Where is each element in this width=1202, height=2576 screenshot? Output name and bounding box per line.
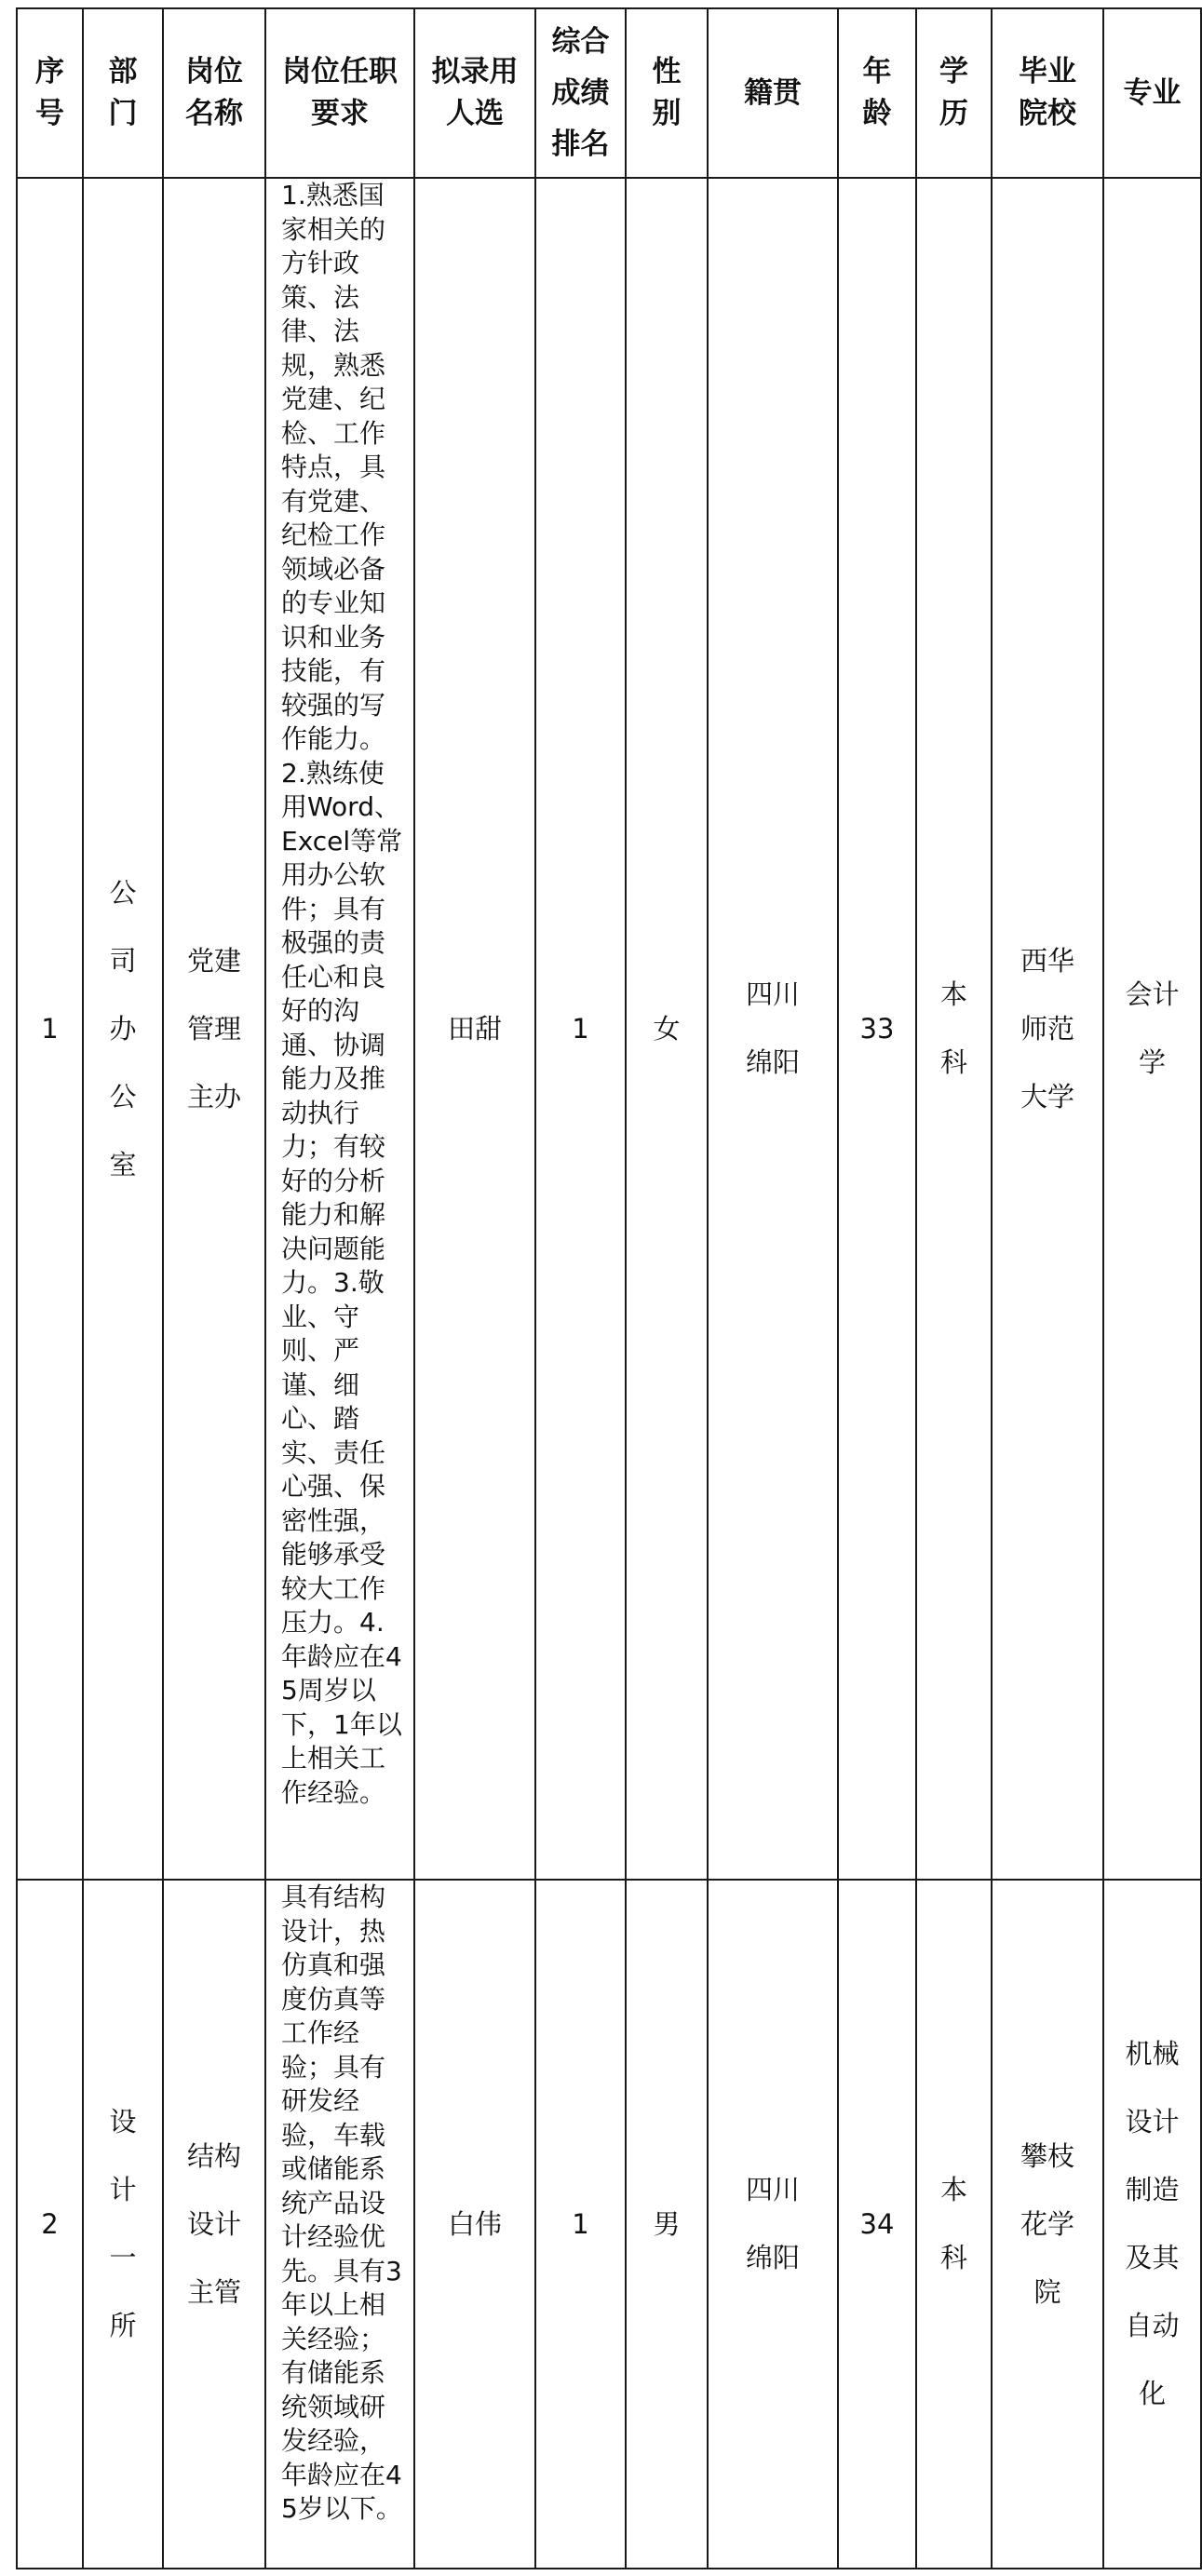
cell-dept: 设计一所	[83, 1880, 163, 2569]
cell-age: 33	[838, 178, 916, 1880]
header-candidate: 拟录用人选	[414, 8, 535, 178]
header-education: 学历	[916, 8, 992, 178]
header-origin: 籍贯	[708, 8, 838, 178]
cell-position: 结构设计主管	[163, 1880, 265, 2569]
cell-index: 2	[17, 1880, 83, 2569]
cell-requirements: 1.熟悉国家相关的方针政策、法律、法规，熟悉党建、纪检、工作特点，具有党建、纪检工作领域必备的专业知识和业务技能，有较强的写作能力。2.熟练使用Word、Excel等常用办公软件；具有极强的责任心和良好的沟通、协调能力及推动执行力；有较好的分析能力和解决问题能力。3.敬业、守则、严谨、细心、踏实、责任心强、保密性强，能够承受较大工作压力。4.年龄应在45周岁以下，1年以上相关工作经验。	[265, 178, 414, 1880]
cell-origin: 四川绵阳	[708, 1880, 838, 2569]
cell-major: 机械设计制造及其自动化	[1103, 1880, 1201, 2569]
cell-education: 本科	[916, 178, 992, 1880]
header-requirements: 岗位任职要求	[265, 8, 414, 178]
cell-rank: 1	[535, 1880, 626, 2569]
cell-candidate: 白伟	[414, 1880, 535, 2569]
cell-school: 西华师范大学	[992, 178, 1103, 1880]
recruitment-table	[16, 7, 1202, 2569]
header-school: 毕业院校	[992, 8, 1103, 178]
table-row	[17, 1880, 1201, 2569]
cell-position: 党建管理主办	[163, 178, 265, 1880]
table-row	[17, 178, 1201, 1880]
cell-origin: 四川绵阳	[708, 178, 838, 1880]
header-rank: 综合成绩排名	[535, 8, 626, 178]
header-index: 序号	[17, 8, 83, 178]
header-gender: 性别	[626, 8, 708, 178]
header-age: 年龄	[838, 8, 916, 178]
cell-gender: 女	[626, 178, 708, 1880]
cell-candidate: 田甜	[414, 178, 535, 1880]
header-row	[17, 8, 1201, 178]
header-major: 专业	[1103, 8, 1201, 178]
cell-school: 攀枝花学院	[992, 1880, 1103, 2569]
cell-major: 会计学	[1103, 178, 1201, 1880]
cell-rank: 1	[535, 178, 626, 1880]
header-position: 岗位名称	[163, 8, 265, 178]
cell-education: 本科	[916, 1880, 992, 2569]
cell-gender: 男	[626, 1880, 708, 2569]
header-dept: 部门	[83, 8, 163, 178]
cell-requirements: 具有结构设计，热仿真和强度仿真等工作经验；具有研发经验，车载或储能系统产品设计经验优先。具有3年以上相关经验；有储能系统领域研发经验，年龄应在45岁以下。	[265, 1880, 414, 2569]
cell-index: 1	[17, 178, 83, 1880]
cell-age: 34	[838, 1880, 916, 2569]
cell-dept: 公司办公室	[83, 178, 163, 1880]
